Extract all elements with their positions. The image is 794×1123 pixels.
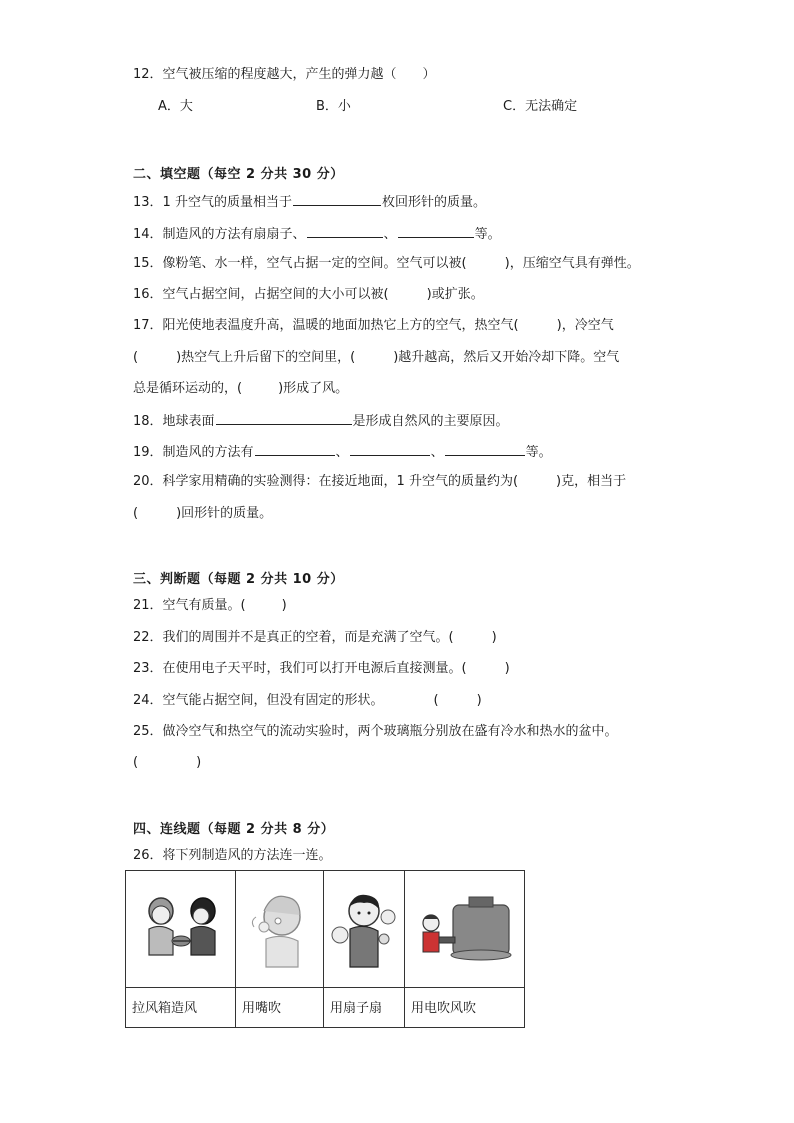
label-hair-dryer: 用电吹风吹: [405, 987, 525, 1028]
q14-blank-2: [398, 224, 474, 238]
q19-blank-1: [255, 442, 335, 456]
question-16: [133, 286, 484, 304]
question-24: [133, 692, 482, 710]
q19-text-a: 19．制造风的方法有: [133, 445, 254, 460]
question-15: [133, 255, 640, 273]
q14-blank-1: [307, 224, 383, 238]
children-bellows-illustration: [133, 889, 229, 969]
q24-text-b: (: [433, 693, 439, 708]
hair-dryer-experiment-illustration: [413, 889, 517, 969]
picture-cell-1: [126, 871, 236, 987]
question-26: 26．将下列制造风的方法连一连。: [133, 848, 332, 863]
question-22: [133, 629, 497, 647]
q25-text-2b: ): [196, 755, 202, 770]
q23-text-b: ): [504, 661, 510, 676]
label-mouth: 用嘴吹: [236, 987, 324, 1028]
q17-text-1b: )，冷空气: [556, 318, 614, 333]
label-fan: 用扇子扇: [324, 987, 405, 1028]
question-17-line-2: [133, 349, 619, 367]
q15-text-b: )，压缩空气具有弹性。: [504, 256, 640, 271]
question-13: [133, 192, 486, 212]
question-12: 12．空气被压缩的程度越大，产生的弹力越（ ）: [133, 67, 436, 82]
question-20-line-1: [133, 473, 626, 491]
q19-blank-2: [350, 442, 430, 456]
q19-blank-3: [445, 442, 525, 456]
q17-text-3a: 总是循环运动的，(: [133, 381, 243, 396]
q22-text-a: 22．我们的周围并不是真正的空着，而是充满了空气。(: [133, 630, 454, 645]
q20-text-2a: (: [133, 506, 139, 521]
q14-text-b: 、: [383, 227, 397, 242]
q21-text-b: ): [281, 598, 287, 613]
q24-text-c: ): [476, 693, 482, 708]
q20-text-2b: )回形针的质量。: [176, 506, 273, 521]
boy-blowing-illustration: [242, 887, 318, 971]
q23-text-a: 23．在使用电子天平时，我们可以打开电源后直接测量。(: [133, 661, 467, 676]
section-2-heading: 二、填空题（每空 2 分共 30 分）: [133, 167, 344, 182]
question-25-line-1: 25．做冷空气和热空气的流动实验时，两个玻璃瓶分别放在盛有冷水和热水的盆中。: [133, 724, 618, 739]
question-17-line-3: [133, 380, 348, 398]
section-4-heading: 四、连线题（每题 2 分共 8 分）: [133, 822, 335, 837]
q24-text-a: 24．空气能占据空间，但没有固定的形状。: [133, 693, 384, 708]
q14-text-a: 14．制造风的方法有扇扇子、: [133, 227, 306, 242]
q19-text-c: 、: [430, 445, 444, 460]
q25-text-2a: (: [133, 755, 139, 770]
q18-text-b: 是形成自然风的主要原因。: [352, 414, 509, 429]
q18-blank: [216, 411, 352, 425]
q20-text-1a: 20．科学家用精确的实验测得：在接近地面，1 升空气的质量约为(: [133, 474, 519, 489]
question-21: [133, 597, 287, 615]
boy-fan-illustration: [328, 887, 400, 971]
question-14: [133, 224, 501, 244]
q14-text-c: 等。: [474, 227, 501, 242]
matching-table: [125, 870, 525, 1028]
q17-text-1a: 17．阳光使地表温度升高，温暖的地面加热它上方的空气，热空气(: [133, 318, 519, 333]
q21-text-a: 21．空气有质量。(: [133, 598, 246, 613]
question-23: [133, 660, 510, 678]
question-19: [133, 442, 552, 462]
q22-text-b: ): [491, 630, 497, 645]
q17-text-2a: (: [133, 350, 139, 365]
q17-text-3b: )形成了风。: [278, 381, 349, 396]
question-25-line-2: [133, 754, 201, 772]
question-17-line-1: [133, 317, 614, 335]
label-bellows: 拉风箱造风: [126, 987, 236, 1028]
question-18: [133, 411, 509, 431]
q18-text-a: 18．地球表面: [133, 414, 215, 429]
q16-text-b: )或扩张。: [426, 287, 484, 302]
picture-cell-2: [236, 871, 324, 987]
q19-text-b: 、: [335, 445, 349, 460]
q17-text-2c: )越升越高，然后又开始冷却下降。空气: [393, 350, 620, 365]
q17-text-2b: )热空气上升后留下的空间里，(: [176, 350, 356, 365]
q16-text-a: 16．空气占据空间，占据空间的大小可以被(: [133, 287, 389, 302]
picture-cell-4: [405, 871, 525, 987]
picture-cell-3: [324, 871, 405, 987]
q13-blank: [293, 192, 381, 206]
option-b: B．小: [316, 99, 351, 114]
q15-text-a: 15．像粉笔、水一样，空气占据一定的空间。空气可以被(: [133, 256, 467, 271]
option-a: A．大: [158, 99, 193, 114]
q13-text-b: 枚回形针的质量。: [381, 195, 486, 210]
q19-text-d: 等。: [525, 445, 552, 460]
option-c: C．无法确定: [503, 99, 578, 114]
q13-text-a: 13．1 升空气的质量相当于: [133, 195, 292, 210]
q20-text-1b: )克，相当于: [556, 474, 627, 489]
question-20-line-2: [133, 505, 272, 523]
section-3-heading: 三、判断题（每题 2 分共 10 分）: [133, 572, 344, 587]
